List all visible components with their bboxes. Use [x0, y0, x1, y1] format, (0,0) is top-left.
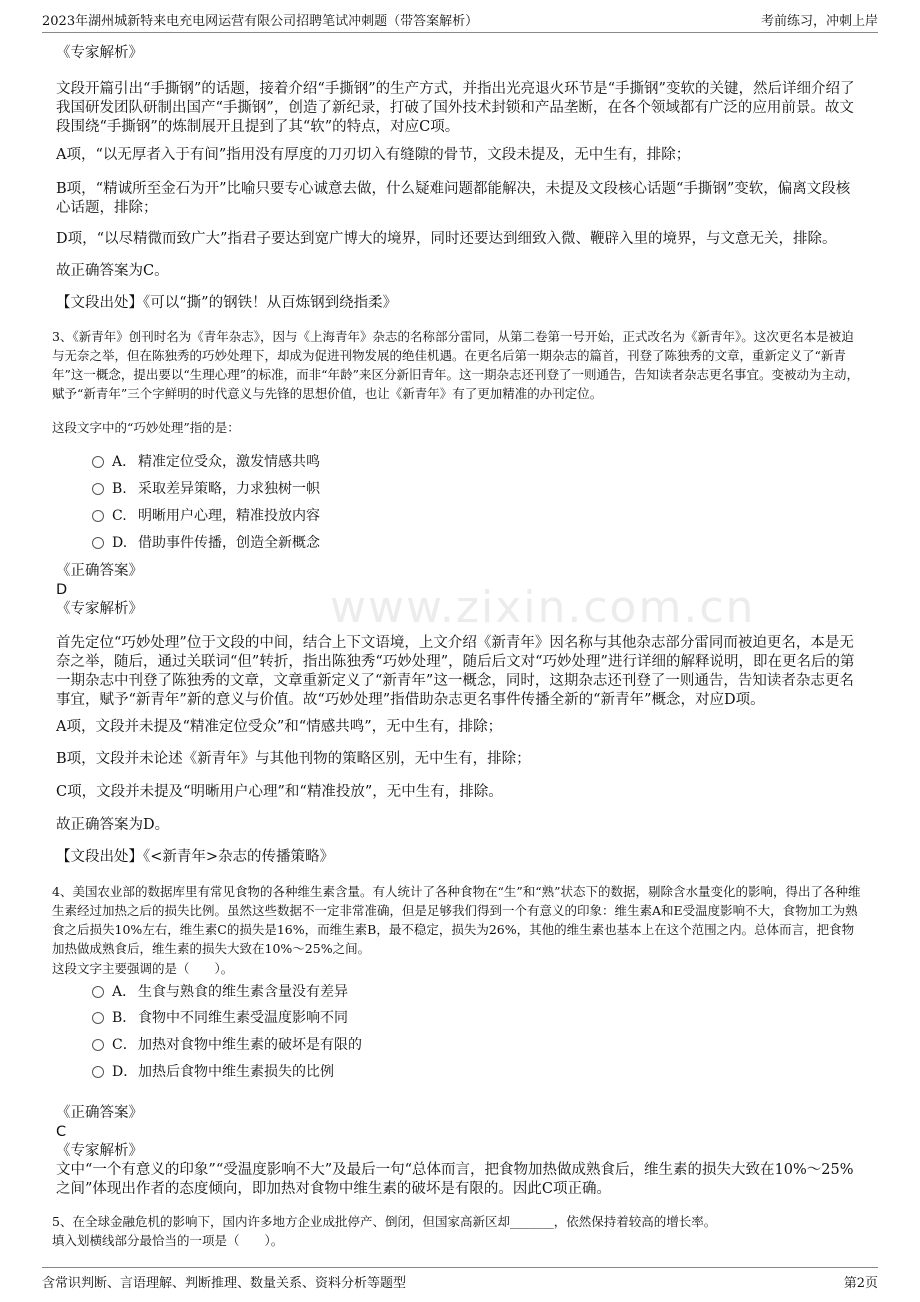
q2-option-a-analysis: A项，“以无厚者入于有间”指用没有厚度的刀刃切入有缝隙的骨节，文段未提及，无中生有，排除； [56, 147, 691, 163]
watermark: www.zixin.com.cn [330, 582, 756, 633]
page-header [0, 0, 920, 34]
document-title: 2023年湖州城新特来电充电网运营有限公司招聘笔试冲刺题（带答案解析） [42, 14, 479, 29]
q3-question: 这段文字中的“巧妙处理”指的是： [52, 420, 240, 435]
q3-option-c-analysis: C项，文段并未提及“明晰用户心理”和“精准投放”，无中生有，排除。 [56, 784, 503, 800]
header-slogan: 考前练习，冲刺上岸 [760, 14, 878, 29]
radio-icon[interactable] [92, 483, 104, 495]
footer-topics: 含常识判断、言语理解、判断推理、数量关系、资料分析等题型 [42, 1276, 407, 1291]
q2-option-b-analysis: B项，“精诚所至金石为开”比喻只要专心诚意去做，什么疑难问题都能解决，未提及文段核心话题“手撕钢”变软，偏离文段核心话题，排除； [56, 181, 851, 216]
q4-answer-label: 《正确答案》 [56, 1105, 143, 1121]
q4-question: 这段文字主要强调的是（ ）。 [52, 961, 234, 976]
q2-conclusion: 故正确答案为C。 [56, 263, 169, 279]
header-divider [42, 32, 878, 33]
q2-option-d-analysis: D项，“以尽精微而致广大”指君子要达到宽广博大的境界，同时还要达到细致入微、鞭辟入里的境界，与文意无关，排除。 [56, 231, 837, 247]
q3-option-a-analysis: A项，文段并未提及“精准定位受众”和“情感共鸣”，无中生有，排除； [56, 719, 503, 735]
q3-option-a[interactable]: A． 精准定位受众，激发情感共鸣 [92, 452, 320, 472]
q3-option-b[interactable]: B. 采取差异策略，力求独树一帜 [92, 479, 320, 499]
q3-expert-label: 《专家解析》 [56, 601, 143, 617]
radio-icon[interactable] [92, 537, 104, 549]
q4-analysis-paragraph: 文中“一个有意义的印象”“受温度影响不大”及最后一句“总体而言，把食物加热做成熟食后，维生素的损失大致在10%～25%之间”体现出作者的态度倾向，即加热对食物中维生素的破坏是有限的。因此C项正确。 [56, 1162, 854, 1197]
q3-source: 【文段出处】《<新青年>杂志的传播策略》 [56, 849, 335, 865]
radio-icon[interactable] [92, 986, 104, 998]
q3-answer-label: 《正确答案》 [56, 563, 143, 579]
q3-analysis-paragraph: 首先定位“巧妙处理”位于文段的中间，结合上下文语境，上文介绍《新青年》因名称与其他杂志部分雷同而被迫更名，本是无奈之举，随后，通过关联词“但”转折，指出陈独秀“巧妙处理”，随后后文对“巧妙处理”进行详细的解释说明，即在更名后的第一期杂志中刊登了陈独秀的文章，文章重新定义了“新青年”这一概念，同时，这期杂志还刊登了一则通告，告知读者杂志更名事宜，赋予“新青年”新的意义与价值。故“巧妙处理”指借助杂志更名事件传播全新的“新青年”概念，对应D项。 [56, 635, 855, 708]
q4-option-a[interactable]: A． 生食与熟食的维生素含量没有差异 [92, 982, 348, 1002]
q5-question: 填入划横线部分最恰当的一项是（ ）。 [52, 1233, 284, 1248]
q3-answer: D [56, 582, 68, 598]
q3-option-b-analysis: B项，文段并未论述《新青年》与其他刊物的策略区别，无中生有，排除； [56, 751, 531, 767]
page-number: 第2页 [843, 1276, 878, 1291]
q3-option-c[interactable]: C. 明晰用户心理，精准投放内容 [92, 506, 320, 526]
radio-icon[interactable] [92, 1066, 104, 1078]
q3-stem: 3、《新青年》创刊时名为《青年杂志》，因与《上海青年》杂志的名称部分雷同，从第二卷第一号开始，正式改名为《新青年》。这次更名本是被迫与无奈之举，但在陈独秀的巧妙处理下，却成为促进刊物发展的绝佳机遇。在更名后第一期杂志的篇首，刊登了陈独秀的文章，重新定义了“新青年”这一概念，提出要以“生理心理”的标准，而非“年龄”来区分新旧青年。这一期杂志还刊登了一则通告，告知读者杂志更名事宜。变被动为主动，赋予“新青年”三个字鲜明的时代意义与先锋的思想价值，也让《新青年》有了更加精准的办刊定位。 [52, 329, 859, 401]
radio-icon[interactable] [92, 510, 104, 522]
q4-option-d[interactable]: D．加热后食物中维生素损失的比例 [92, 1062, 334, 1082]
q5-stem: 5、在全球金融危机的影响下，国内许多地方企业成批停产、倒闭，但国家高新区却_______，依然保持着较高的增长率。 [52, 1214, 717, 1229]
q4-expert-label: 《专家解析》 [56, 1143, 143, 1159]
radio-icon[interactable] [92, 1012, 104, 1024]
q2-source: 【文段出处】《可以“撕”的钢铁！从百炼钢到绕指柔》 [56, 295, 398, 311]
q2-analysis-paragraph: 文段开篇引出“手撕钢”的话题，接着介绍“手撕钢”的生产方式，并指出光亮退火环节是“手撕钢”变软的关键，然后详细介绍了我国研发团队研制出国产“手撕钢”，创造了新纪录，打破了国外技术封锁和产品垄断，在各个领域都有广泛的应用前景。故文段围绕“手撕钢”的炼制展开且提到了其“软”的特点，对应C项。 [56, 81, 855, 135]
q4-option-b[interactable]: B． 食物中不同维生素受温度影响不同 [92, 1008, 348, 1028]
q4-option-c[interactable]: C．加热对食物中维生素的破坏是有限的 [92, 1035, 362, 1055]
q2-expert-label: 《专家解析》 [56, 45, 143, 61]
q3-conclusion: 故正确答案为D。 [56, 817, 170, 833]
q4-answer: C [56, 1124, 67, 1140]
radio-icon[interactable] [92, 456, 104, 468]
radio-icon[interactable] [92, 1039, 104, 1051]
q3-option-d[interactable]: D. 借助事件传播，创造全新概念 [92, 533, 320, 553]
footer-divider [42, 1267, 878, 1268]
q4-stem: 4、美国农业部的数据库里有常见食物的各种维生素含量。有人统计了各种食物在“生”和“熟”状态下的数据，剔除含水量变化的影响，得出了各种维生素经过加热之后的损失比例。虽然这些数据不一定非常准确，但是足够我们得到一个有意义的印象：维生素A和E受温度影响不大，食物加工为熟食之后损失10%左右，维生素C的损失是16%，而维生素B，最不稳定，损失为26%，其他的维生素也基本上在这个范围之内。总体而言，把食物加热做成熟食后，维生素的损失大致在10%～25%之间。 [52, 884, 861, 956]
